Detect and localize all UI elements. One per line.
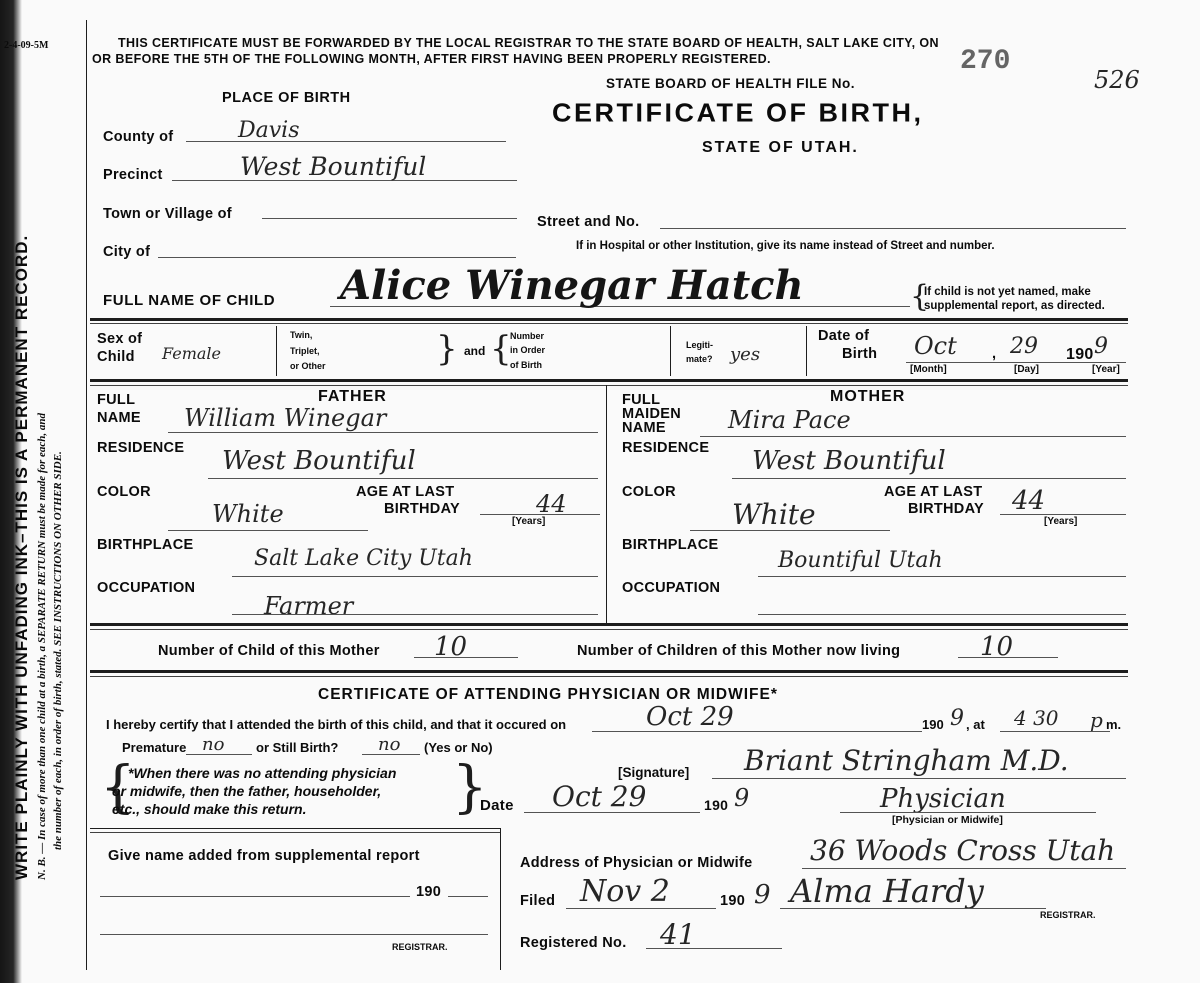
file-no-label: STATE BOARD OF HEALTH FILE No. bbox=[606, 76, 855, 91]
dob-year-prefix: 190 bbox=[1066, 346, 1094, 363]
physician-note-3: etc., should make this return. bbox=[112, 801, 307, 817]
certify-text: I hereby certify that I attended the birth of this child, and that it occured on bbox=[106, 717, 567, 732]
filed-label: Filed bbox=[520, 893, 556, 909]
mother-occupation-line bbox=[758, 614, 1126, 615]
mother-name-value: Mira Pace bbox=[728, 406, 851, 434]
nb-note-line-2: the number of each, in order of birth, stated. SEE INSTRUCTIONS ON OTHER SIDE. bbox=[52, 451, 64, 850]
dob-year-suffix: 9 bbox=[1094, 334, 1108, 359]
order-label-2: in Order bbox=[510, 345, 546, 355]
lower-divider bbox=[500, 828, 501, 970]
registrar-caption: REGISTRAR. bbox=[1040, 910, 1096, 920]
place-of-birth-heading: PLACE OF BIRTH bbox=[222, 90, 351, 106]
father-birthplace-label: BIRTHPLACE bbox=[97, 537, 194, 553]
forwarding-notice-2: OR BEFORE THE 5TH OF THE FOLLOWING MONTH, AFTER FIRST HAVING BEEN PROPERLY REGISTERED. bbox=[92, 52, 771, 66]
title-caption: [Physician or Midwife] bbox=[892, 814, 1003, 826]
father-residence-line bbox=[208, 478, 598, 479]
physician-year-suffix: 9 bbox=[950, 706, 964, 731]
certify-date-line bbox=[592, 731, 922, 732]
legit-label-1: Legiti- bbox=[686, 340, 713, 350]
dob-month: Oct bbox=[914, 332, 957, 360]
date-label: Date bbox=[480, 797, 514, 814]
date-line bbox=[524, 812, 700, 813]
father-name-label-1: FULL bbox=[97, 392, 136, 408]
father-age-label-1: AGE AT LAST bbox=[356, 484, 455, 500]
corner-number: 526 bbox=[1094, 66, 1140, 94]
not-named-brace: { bbox=[910, 279, 930, 314]
mother-name-label-3: NAME bbox=[622, 420, 666, 436]
children-living-line bbox=[958, 657, 1058, 658]
physician-date-year-suffix: 9 bbox=[734, 784, 750, 812]
mother-age-line bbox=[1000, 514, 1126, 515]
sex-label-1: Sex of bbox=[97, 331, 143, 347]
father-occupation-line bbox=[232, 614, 598, 615]
physician-date-year-prefix: 190 bbox=[704, 797, 729, 813]
physician-address: 36 Woods Cross Utah bbox=[810, 834, 1116, 867]
registered-label: Registered No. bbox=[520, 935, 627, 951]
twin-label-1: Twin, bbox=[290, 330, 313, 340]
filed-year-prefix: 190 bbox=[720, 893, 746, 909]
premature-line bbox=[186, 754, 252, 755]
premature-value: no bbox=[202, 734, 225, 755]
physician-date: Oct 29 bbox=[552, 780, 647, 813]
mother-name-label-2: MAIDEN bbox=[622, 406, 681, 422]
file-no-value: 270 bbox=[960, 46, 1011, 77]
supplemental-registrar-line bbox=[100, 934, 488, 935]
day-caption: [Day] bbox=[1014, 364, 1040, 375]
father-age-value: 44 bbox=[536, 490, 567, 518]
legit-label-2: mate? bbox=[686, 354, 713, 364]
form-code: 2-4-09-5M bbox=[4, 40, 49, 51]
yes-no-caption: (Yes or No) bbox=[424, 740, 493, 755]
sex-label-2: Child bbox=[97, 349, 135, 365]
supplemental-year-prefix: 190 bbox=[416, 884, 442, 900]
signature-line bbox=[712, 778, 1126, 779]
order-brace: { bbox=[490, 329, 512, 369]
premature-label: Premature bbox=[122, 740, 187, 755]
mother-age-label-1: AGE AT LAST bbox=[884, 484, 983, 500]
stillbirth-line bbox=[362, 754, 420, 755]
title-line bbox=[840, 812, 1096, 813]
legit-divider bbox=[806, 326, 807, 376]
mother-name-line bbox=[700, 436, 1126, 437]
county-value: Davis bbox=[238, 118, 300, 143]
parents-center-divider bbox=[606, 385, 607, 623]
father-color-value: White bbox=[212, 500, 284, 528]
father-occupation-label: OCCUPATION bbox=[97, 580, 196, 596]
mother-occupation-label: OCCUPATION bbox=[622, 580, 721, 596]
mother-years-caption: [Years] bbox=[1044, 516, 1078, 527]
dob-day: 29 bbox=[1010, 334, 1038, 359]
and-label: and bbox=[464, 344, 486, 358]
supplemental-registrar-caption: REGISTRAR. bbox=[392, 942, 448, 952]
registrar-line bbox=[780, 908, 1046, 909]
address-line bbox=[802, 868, 1126, 869]
physician-signature: Briant Stringham M.D. bbox=[744, 744, 1069, 777]
town-label: Town or Village of bbox=[103, 206, 232, 222]
mother-age-value: 44 bbox=[1012, 486, 1046, 516]
parents-top-rule-2 bbox=[90, 385, 1128, 386]
supplemental-label: Give name added from supplemental report bbox=[108, 848, 420, 864]
child-row-top-rule bbox=[90, 318, 1128, 321]
street-line bbox=[660, 228, 1126, 229]
sex-value: Female bbox=[162, 344, 221, 363]
hospital-note: If in Hospital or other Institution, give its name instead of Street and number. bbox=[576, 240, 995, 252]
ampm-suffix: m. bbox=[1106, 717, 1122, 732]
city-line bbox=[158, 257, 516, 258]
sex-divider bbox=[276, 326, 277, 376]
father-name-label-2: NAME bbox=[97, 410, 141, 426]
supplemental-name-line bbox=[100, 896, 410, 897]
mother-heading: MOTHER bbox=[830, 388, 906, 405]
mother-color-value: White bbox=[732, 498, 816, 531]
supplemental-year-line bbox=[448, 896, 488, 897]
father-years-caption: [Years] bbox=[512, 516, 546, 527]
dob-comma: , bbox=[992, 346, 997, 362]
mother-birthplace-value: Bountiful Utah bbox=[778, 548, 943, 573]
physician-top-rule-2 bbox=[90, 676, 1128, 677]
certificate-title: CERTIFICATE OF BIRTH, bbox=[552, 98, 924, 128]
mother-color-line bbox=[690, 530, 890, 531]
lower-section-rule-2 bbox=[90, 832, 500, 833]
mother-age-label-2: BIRTHDAY bbox=[908, 501, 984, 517]
parents-bottom-rule-2 bbox=[90, 629, 1128, 630]
lower-section-rule bbox=[90, 828, 500, 829]
dob-line bbox=[906, 362, 1126, 363]
month-caption: [Month] bbox=[910, 364, 947, 375]
ampm-value: p bbox=[1090, 708, 1103, 732]
stillbirth-value: no bbox=[378, 734, 401, 755]
note-brace-right: } bbox=[452, 755, 488, 820]
father-color-line bbox=[168, 530, 368, 531]
physician-title: Physician bbox=[880, 784, 1006, 814]
child-number-line bbox=[414, 657, 518, 658]
dob-label-2: Birth bbox=[842, 346, 878, 362]
county-line bbox=[186, 141, 506, 142]
physician-top-rule bbox=[90, 670, 1128, 673]
stillbirth-label: or Still Birth? bbox=[256, 740, 339, 755]
registrar-signature: Alma Hardy bbox=[790, 872, 984, 910]
father-name-value: William Winegar bbox=[184, 404, 387, 432]
mother-residence-value: West Bountiful bbox=[752, 446, 946, 476]
mother-name-label-1: FULL bbox=[622, 392, 661, 408]
twin-label-3: or Other bbox=[290, 361, 326, 371]
certificate-subtitle: STATE OF UTAH. bbox=[702, 139, 859, 156]
form-left-border bbox=[86, 20, 87, 970]
order-label-1: Number bbox=[510, 331, 545, 341]
not-named-note-2: supplemental report, as directed. bbox=[924, 300, 1105, 312]
nb-note-line-1: N. B. — In case of more than one child at a birth, a SEPARATE RETURN must be made for each, and bbox=[36, 412, 48, 880]
physician-note-2: or midwife, then the father, householder, bbox=[112, 783, 382, 799]
at-label: , at bbox=[966, 717, 985, 732]
child-full-name-label: FULL NAME OF CHILD bbox=[103, 292, 276, 309]
father-name-line bbox=[168, 432, 598, 433]
father-occupation-value: Farmer bbox=[264, 592, 354, 620]
mother-birthplace-line bbox=[758, 576, 1126, 577]
permanent-record-notice: WRITE PLAINLY WITH UNFADING INK–THIS IS A PERMANENT RECORD. bbox=[12, 234, 31, 880]
child-number-label: Number of Child of this Mother bbox=[158, 643, 380, 659]
registered-value: 41 bbox=[660, 918, 696, 951]
registered-line bbox=[646, 948, 782, 949]
parents-top-rule bbox=[90, 379, 1128, 382]
children-living-label: Number of Children of this Mother now living bbox=[577, 643, 901, 659]
mother-birthplace-label: BIRTHPLACE bbox=[622, 537, 719, 553]
city-label: City of bbox=[103, 244, 151, 260]
parents-bottom-rule bbox=[90, 623, 1128, 626]
birth-time: 4 30 bbox=[1014, 706, 1059, 730]
children-living-value: 10 bbox=[980, 632, 1014, 662]
filed-line bbox=[566, 908, 716, 909]
father-heading: FATHER bbox=[318, 388, 387, 405]
signature-label: [Signature] bbox=[618, 765, 690, 780]
twin-label-2: Triplet, bbox=[290, 346, 320, 356]
father-age-line bbox=[480, 514, 600, 515]
town-line bbox=[262, 218, 517, 219]
precinct-value: West Bountiful bbox=[240, 152, 427, 181]
not-named-note-1: If child is not yet named, make bbox=[924, 286, 1091, 298]
mother-residence-line bbox=[732, 478, 1126, 479]
year-caption: [Year] bbox=[1092, 364, 1120, 375]
legit-value: yes bbox=[730, 344, 761, 365]
forwarding-notice-1: THIS CERTIFICATE MUST BE FORWARDED BY THE LOCAL REGISTRAR TO THE STATE BOARD OF HEALTH, SALT LAKE CITY, ON bbox=[118, 36, 939, 50]
street-label: Street and No. bbox=[537, 214, 640, 230]
father-residence-value: West Bountiful bbox=[222, 446, 416, 476]
mother-color-label: COLOR bbox=[622, 484, 676, 500]
time-line bbox=[1000, 731, 1110, 732]
father-birthplace-line bbox=[232, 576, 598, 577]
father-residence-label: RESIDENCE bbox=[97, 440, 185, 456]
physician-heading: CERTIFICATE OF ATTENDING PHYSICIAN OR MIDWIFE* bbox=[318, 686, 778, 703]
address-label: Address of Physician or Midwife bbox=[520, 855, 753, 871]
physician-birth-date: Oct 29 bbox=[646, 702, 734, 732]
note-brace-left: { bbox=[100, 755, 136, 820]
precinct-label: Precinct bbox=[103, 167, 163, 183]
child-number-value: 10 bbox=[434, 632, 468, 662]
father-color-label: COLOR bbox=[97, 484, 151, 500]
filed-year-suffix: 9 bbox=[754, 880, 771, 910]
physician-year-prefix: 190 bbox=[922, 717, 944, 732]
dob-label-1: Date of bbox=[818, 328, 870, 344]
order-divider bbox=[670, 326, 671, 376]
mother-residence-label: RESIDENCE bbox=[622, 440, 710, 456]
order-label-3: of Birth bbox=[510, 360, 542, 370]
physician-note-1: *When there was no attending physician bbox=[128, 765, 397, 781]
father-birthplace-value: Salt Lake City Utah bbox=[254, 546, 473, 571]
filed-value: Nov 2 bbox=[580, 874, 670, 909]
child-full-name-value: Alice Winegar Hatch bbox=[340, 262, 804, 309]
twin-brace: } bbox=[436, 329, 458, 369]
child-row-top-rule-2 bbox=[90, 323, 1128, 324]
father-age-label-2: BIRTHDAY bbox=[384, 501, 460, 517]
county-label: County of bbox=[103, 129, 174, 145]
